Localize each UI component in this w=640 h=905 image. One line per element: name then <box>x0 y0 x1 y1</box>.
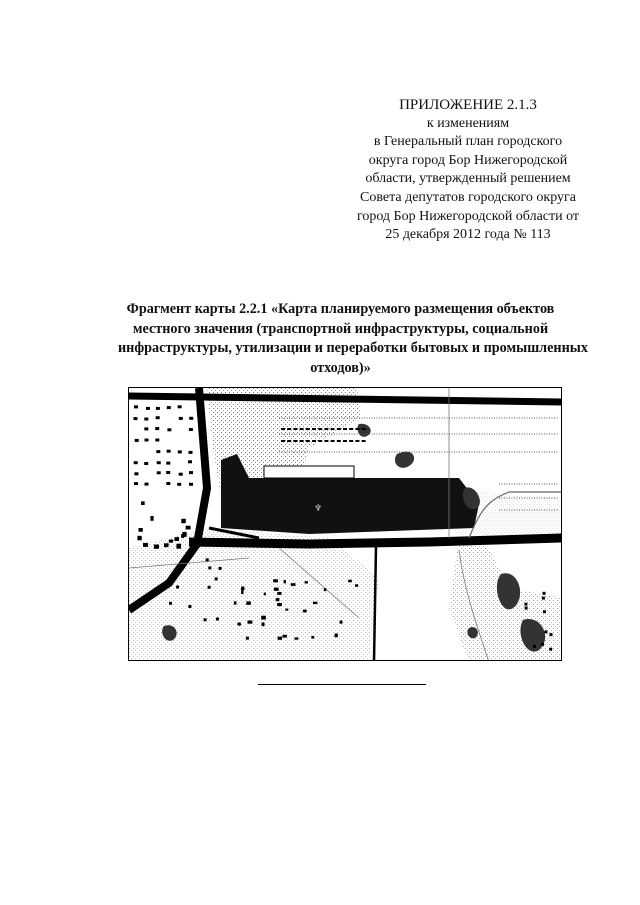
building <box>139 528 143 532</box>
building <box>164 543 169 547</box>
building <box>166 482 170 485</box>
building <box>274 588 279 591</box>
building <box>145 395 149 398</box>
building <box>248 621 253 624</box>
building <box>241 587 244 591</box>
building <box>169 540 173 543</box>
building <box>157 471 161 474</box>
building <box>189 471 193 474</box>
building <box>155 427 159 430</box>
building <box>542 597 545 600</box>
appendix-line: к изменениям <box>426 115 510 131</box>
building <box>278 637 282 640</box>
building <box>177 395 181 398</box>
map-canvas <box>129 388 562 661</box>
building <box>178 450 182 453</box>
building <box>305 581 308 583</box>
building <box>135 439 139 442</box>
building <box>189 417 193 420</box>
fragment-title-line: местного значения (транспортной инфраструктуры, социальной <box>132 320 549 337</box>
building <box>167 406 171 409</box>
building <box>324 588 327 591</box>
building <box>166 462 170 465</box>
building <box>181 534 184 538</box>
building <box>362 440 366 442</box>
building <box>285 609 288 611</box>
building <box>277 603 282 606</box>
building <box>293 440 297 442</box>
building <box>189 451 193 454</box>
road-main-east <box>189 538 562 544</box>
building <box>324 428 328 430</box>
building <box>134 405 138 408</box>
building <box>543 592 546 595</box>
building <box>177 483 181 486</box>
building <box>143 543 148 547</box>
building <box>281 428 285 430</box>
building <box>312 428 316 430</box>
building <box>331 440 335 442</box>
building <box>215 577 218 580</box>
building <box>348 580 352 583</box>
building <box>176 586 179 589</box>
building <box>166 471 170 474</box>
building <box>154 545 159 549</box>
building <box>246 601 250 604</box>
building <box>134 461 138 464</box>
appendix-heading: ПРИЛОЖЕНИЕ 2.1.3 <box>399 97 537 113</box>
building <box>156 450 160 453</box>
building <box>273 579 278 582</box>
building <box>311 636 314 639</box>
building <box>287 440 291 442</box>
planned-zone-notch <box>264 466 354 478</box>
building <box>156 407 160 410</box>
zone-symbol: ♆ <box>314 504 323 514</box>
building <box>241 591 243 594</box>
building <box>355 584 358 586</box>
building <box>337 440 341 442</box>
building <box>306 440 310 442</box>
building <box>264 593 266 596</box>
building <box>188 460 192 463</box>
building <box>291 583 296 586</box>
appendix-line: Совета депутатов городского округа <box>360 189 576 205</box>
building <box>238 623 241 626</box>
building <box>312 440 316 442</box>
building <box>362 428 366 430</box>
building <box>219 567 222 570</box>
building <box>246 637 249 640</box>
building <box>287 428 291 430</box>
building <box>167 428 171 431</box>
building <box>179 473 183 476</box>
building <box>178 405 182 408</box>
building <box>144 418 148 421</box>
building <box>181 519 185 523</box>
building <box>134 472 138 475</box>
building <box>134 417 138 420</box>
building <box>206 558 209 561</box>
building <box>340 621 343 624</box>
appendix-line: округа город Бор Нижегородской <box>368 152 568 168</box>
building <box>157 395 161 398</box>
building <box>349 428 353 430</box>
building <box>294 637 298 639</box>
building <box>216 618 219 621</box>
building <box>208 566 211 569</box>
building <box>188 605 191 608</box>
building <box>337 428 341 430</box>
fragment-title <box>118 300 588 378</box>
building <box>167 450 171 453</box>
building <box>313 602 317 604</box>
building <box>318 428 322 430</box>
building <box>189 394 193 397</box>
appendix-line: 25 декабря 2012 года № 113 <box>385 227 551 243</box>
building <box>525 607 528 610</box>
building <box>293 428 297 430</box>
building <box>281 440 285 442</box>
building <box>157 461 161 464</box>
map-fragment <box>128 387 562 661</box>
fragment-title-line: отходов)» <box>310 359 371 376</box>
appendix-block <box>318 96 618 245</box>
building <box>204 618 207 621</box>
building <box>179 417 183 420</box>
building <box>343 440 347 442</box>
building <box>189 483 193 486</box>
building <box>145 483 149 486</box>
building <box>176 544 181 549</box>
appendix-line: город Бор Нижегородской области от <box>356 208 580 224</box>
fragment-title-line: инфраструктуры, утилизации и переработки бытовых и промышленных <box>118 340 588 356</box>
building <box>141 501 145 505</box>
building <box>335 634 338 638</box>
building <box>145 439 149 442</box>
building <box>541 643 544 646</box>
building <box>167 396 171 399</box>
building <box>261 616 266 620</box>
building <box>182 558 185 561</box>
building <box>349 440 353 442</box>
building <box>189 428 193 431</box>
building <box>303 610 307 613</box>
building <box>234 601 237 604</box>
building <box>156 416 160 419</box>
building <box>533 645 536 648</box>
building <box>318 440 322 442</box>
building <box>300 440 304 442</box>
building <box>277 592 281 595</box>
building <box>283 635 287 638</box>
appendix-line: в Генеральный план городского <box>373 134 563 150</box>
building <box>550 633 553 636</box>
building <box>134 394 138 397</box>
separator-rule <box>258 684 426 685</box>
building <box>186 526 191 530</box>
building <box>284 580 286 583</box>
building <box>524 603 527 606</box>
building <box>331 428 335 430</box>
fragment-title-line: Фрагмент карты 2.2.1 «Карта планируемого размещения объектов <box>126 301 555 317</box>
building <box>276 598 280 601</box>
appendix-line: области, утвержденный решением <box>365 171 571 187</box>
building <box>137 536 141 540</box>
building <box>544 630 547 633</box>
building <box>306 428 310 430</box>
building <box>324 440 328 442</box>
building <box>150 516 153 521</box>
building <box>144 462 148 465</box>
building <box>134 482 138 485</box>
building <box>262 622 265 626</box>
building <box>169 602 172 605</box>
building <box>343 428 347 430</box>
building <box>355 440 359 442</box>
building <box>144 427 148 430</box>
building <box>543 610 546 613</box>
building <box>208 586 211 589</box>
building <box>155 439 159 442</box>
building <box>146 407 150 410</box>
building <box>175 537 180 541</box>
building <box>549 648 552 651</box>
building <box>300 428 304 430</box>
building <box>355 428 359 430</box>
